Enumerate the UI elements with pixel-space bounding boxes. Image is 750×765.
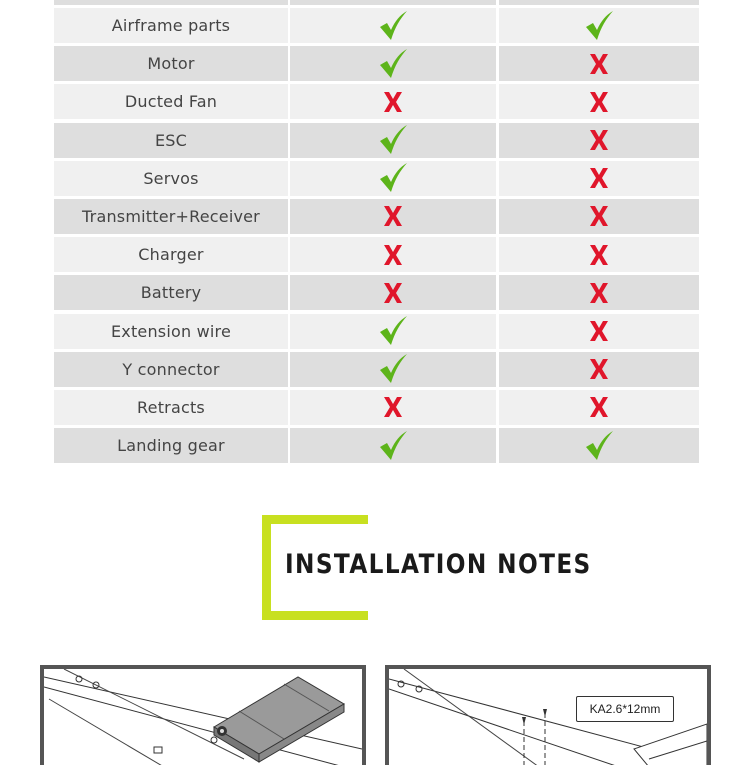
part-name: Ducted Fan xyxy=(54,84,288,119)
cross-icon xyxy=(499,199,699,234)
included-parts-table xyxy=(54,0,699,466)
cross-icon xyxy=(499,314,699,349)
cross-icon xyxy=(290,199,496,234)
table-cell xyxy=(499,0,699,5)
cross-icon xyxy=(499,161,699,196)
cross-icon xyxy=(499,84,699,119)
part-name: ESC xyxy=(54,123,288,158)
table-row xyxy=(54,123,699,158)
part-name: Retracts xyxy=(54,390,288,425)
table-row xyxy=(54,428,699,463)
wing-diagram xyxy=(44,669,362,765)
part-name: Transmitter+Receiver xyxy=(54,199,288,234)
cross-icon xyxy=(499,352,699,387)
part-name: Airframe parts xyxy=(54,8,288,43)
check-icon xyxy=(290,352,496,387)
installation-figure-left xyxy=(40,665,366,765)
table-row xyxy=(54,352,699,387)
table-row xyxy=(54,275,699,310)
table-cell xyxy=(290,0,496,5)
table-row xyxy=(54,314,699,349)
cross-icon xyxy=(499,237,699,272)
part-name: Landing gear xyxy=(54,428,288,463)
table-row xyxy=(54,84,699,119)
screw-callout: KA2.6*12mm xyxy=(576,696,674,722)
table-row xyxy=(54,199,699,234)
check-icon xyxy=(290,314,496,349)
part-name: Motor xyxy=(54,46,288,81)
part-name: Charger xyxy=(54,237,288,272)
cross-icon xyxy=(499,275,699,310)
check-icon xyxy=(499,428,699,463)
table-row xyxy=(54,390,699,425)
check-icon xyxy=(290,46,496,81)
cross-icon xyxy=(290,84,496,119)
part-name: Y connector xyxy=(54,352,288,387)
check-icon xyxy=(290,123,496,158)
installation-figure-right xyxy=(385,665,711,765)
table-row xyxy=(54,8,699,43)
table-cell xyxy=(54,0,288,5)
check-icon xyxy=(290,428,496,463)
cross-icon xyxy=(499,390,699,425)
hinge-plate xyxy=(214,677,344,762)
table-row xyxy=(54,161,699,196)
cross-icon xyxy=(499,46,699,81)
check-icon xyxy=(290,161,496,196)
check-icon xyxy=(290,8,496,43)
section-title: INSTALLATION NOTES xyxy=(285,549,592,580)
table-row-top-partial xyxy=(54,0,699,5)
cross-icon xyxy=(290,390,496,425)
table-row xyxy=(54,237,699,272)
cross-icon xyxy=(499,123,699,158)
part-name: Servos xyxy=(54,161,288,196)
check-icon xyxy=(499,8,699,43)
table-row xyxy=(54,46,699,81)
cross-icon xyxy=(290,237,496,272)
part-name: Extension wire xyxy=(54,314,288,349)
cross-icon xyxy=(290,275,496,310)
part-name: Battery xyxy=(54,275,288,310)
